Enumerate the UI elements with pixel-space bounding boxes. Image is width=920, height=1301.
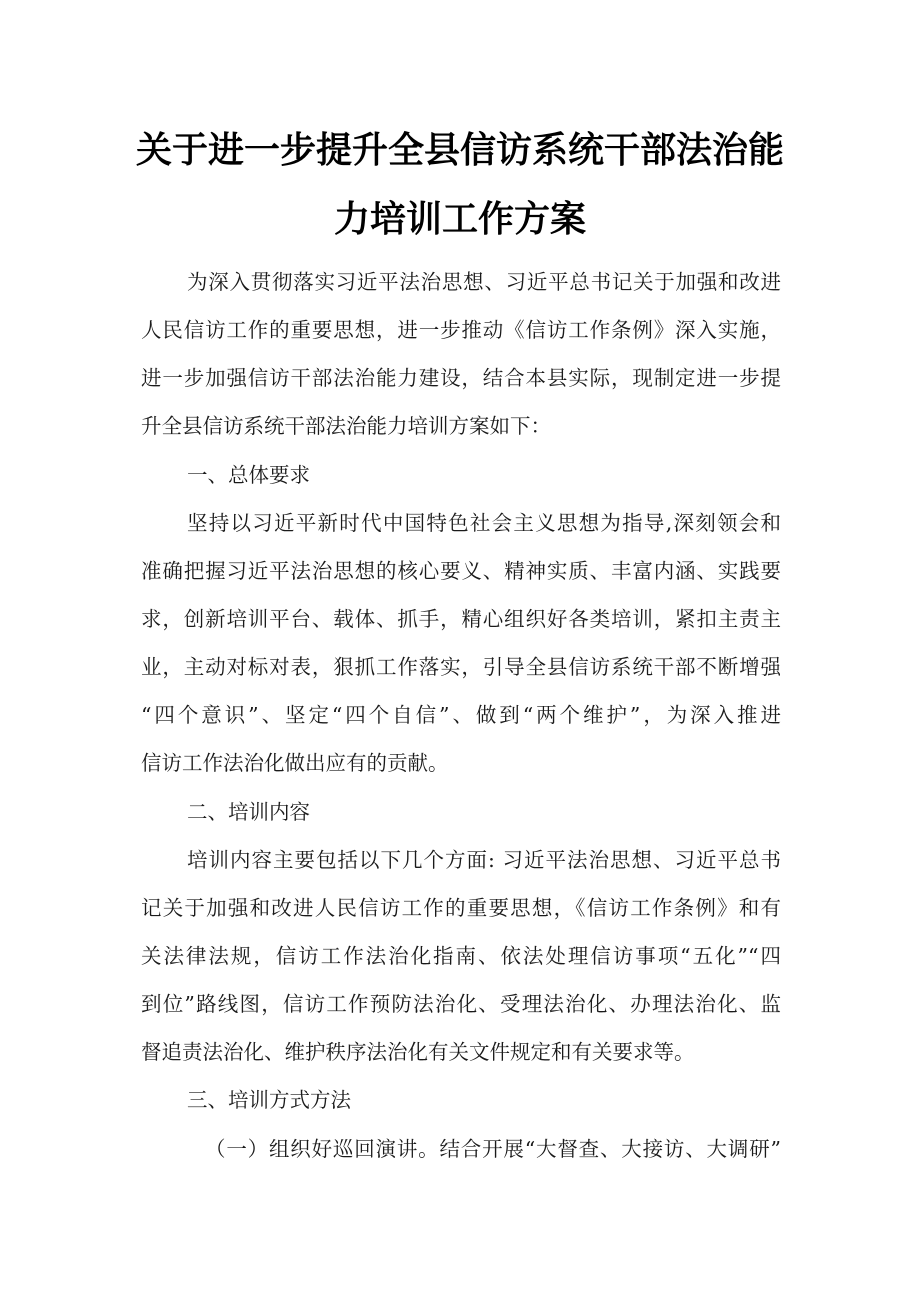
section-3-heading: 三、培训方式方法 [187,1088,351,1113]
section-3-item-1: （一）组织好巡回演讲。结合开展“大督查、大接访、大调研” [205,1136,781,1161]
section-2-line: 到位”路线图，信访工作预防法治化、受理法治化、办理法治化、监 [141,992,781,1017]
document-body [141,258,781,1173]
section-1-heading: 一、总体要求 [187,462,310,487]
section-1-line: 信访工作法治化做出应有的贡献。 [141,751,449,776]
section-1-line: 准确把握习近平法治思想的核心要义、精神实质、丰富内涵、实践要 [141,558,781,583]
section-2-line: 培训内容主要包括以下几个方面: 习近平法治思想、习近平总书 [187,847,781,872]
intro-line: 为深入贯彻落实习近平法治思想、习近平总书记关于加强和改进 [187,270,781,294]
section-1-line: 业，主动对标对表，狠抓工作落实，引导全县信访系统干部不断增强 [141,655,781,680]
document-title-line-2: 力培训工作方案 [333,199,586,240]
section-2-heading: 二、培训内容 [187,799,310,824]
section-2-line: 督追责法治化、维护秩序法治化有关文件规定和有关要求等。 [141,1040,695,1065]
section-2-line: 记关于加强和改进人民信访工作的重要思想，《信访工作条例》和有 [141,895,781,920]
intro-line: 人民信访工作的重要思想，进一步推动《信访工作条例》深入实施， [141,318,781,343]
intro-line: 升全县信访系统干部法治能力培训方案如下： [141,414,551,439]
document-title-line-1: 关于进一步提升全县信访系统干部法治能 [135,130,784,171]
section-2-line: 关法律法规，信访工作法治化指南、依法处理信访事项“五化”“四 [141,943,781,968]
section-1-line: “四个意识”、坚定“四个自信”、做到“两个维护”，为深入推进 [141,703,781,728]
section-1-line: 坚持以习近平新时代中国特色社会主义思想为指导,深刻领会和 [187,510,781,535]
intro-line: 进一步加强信访干部法治能力建设，结合本县实际，现制定进一步提 [141,366,781,391]
section-1-line: 求，创新培训平台、载体、抓手，精心组织好各类培训，紧扣主责主 [141,606,781,631]
